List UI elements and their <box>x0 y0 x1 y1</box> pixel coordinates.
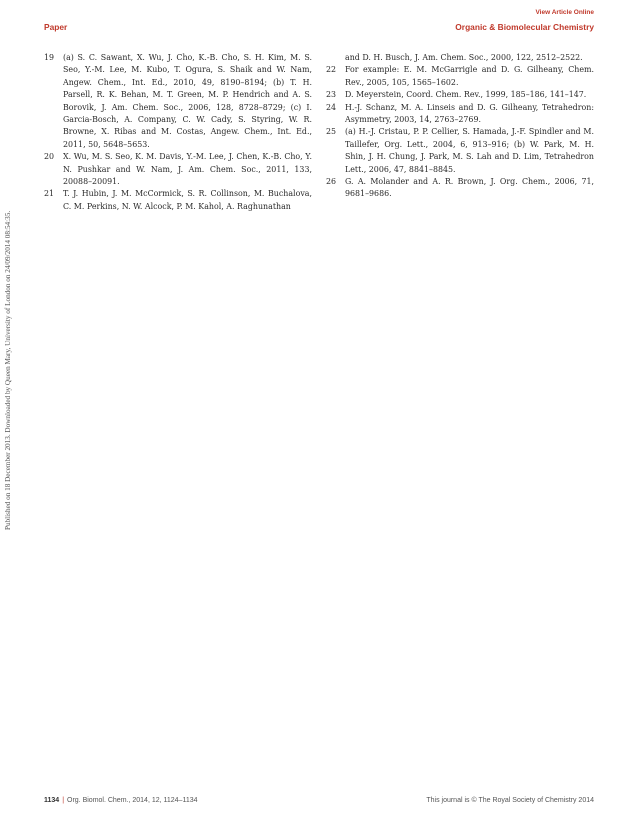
reference-continuation: and D. H. Busch, J. Am. Chem. Soc., 2000, 122, 2512–2522. <box>345 53 583 62</box>
reference-number: 19 <box>44 53 55 62</box>
reference-item <box>326 64 594 89</box>
reference-number: 23 <box>326 90 337 100</box>
reference-number: 24 <box>326 102 337 112</box>
references-right-column <box>326 52 594 201</box>
section-label: Paper <box>44 22 68 32</box>
reference-number: 25 <box>326 127 337 137</box>
reference-number: 26 <box>326 177 337 187</box>
copyright-notice: This journal is © The Royal Society of Chemistry 2014 <box>426 797 594 804</box>
reference-number: 22 <box>326 65 337 75</box>
reference-number: 21 <box>44 189 55 199</box>
reference-text: (a) S. C. Sawant, X. Wu, J. Cho, K.-B. Cho, S. H. Kim, M. S. Seo, Y.-M. Lee, M. Kubo, T. Ogura, S. Shaik and W. Nam, Angew. Chem., Int. Ed., 2010, 49, 8190–8194; (b) T. H. Parsell, R. K. Behan, M. T. Green, M. P. Hendrich and A. S. Borovik, J. Am. Chem. Soc., 2006, 128, 8728–8729; (c) I. Garcia-Bosch, A. Company, C. W. Cady, S. Styring, W. R. Browne, X. Ribas and M. Costas, Angew. Chem., Int. Ed., 2011, 50, 5648–5653. <box>63 53 312 149</box>
download-notice: Published on 18 December 2013. Downloaded by Queen Mary, University of London on 24/09/2014 08:54:35. <box>4 210 12 530</box>
reference-item <box>326 89 594 101</box>
reference-text: For example: E. M. McGarrigle and D. G. Gilheany, Chem. Rev., 2005, 105, 1565–1602. <box>345 65 594 87</box>
reference-text: D. Meyerstein, Coord. Chem. Rev., 1999, 185–186, 141–147. <box>345 90 587 100</box>
page-footer <box>44 797 594 804</box>
reference-item <box>326 102 594 127</box>
journal-title: Organic & Biomolecular Chemistry <box>455 22 594 32</box>
reference-item <box>44 52 312 151</box>
reference-item <box>44 151 312 188</box>
reference-text: G. A. Molander and A. R. Brown, J. Org. Chem., 2006, 71, 9681–9686. <box>345 177 594 199</box>
reference-text: X. Wu, M. S. Seo, K. M. Davis, Y.-M. Lee, J. Chen, K.-B. Cho, Y. N. Pushkar and W. Nam, J. Am. Chem. Soc., 2011, 133, 20088–20091. <box>63 152 312 187</box>
footer-separator: | <box>62 797 65 804</box>
reference-item <box>326 176 594 201</box>
reference-item <box>44 188 312 213</box>
reference-text: H.-J. Schanz, M. A. Linseis and D. G. Gilheany, Tetrahedron: Asymmetry, 2003, 14, 2763–2769. <box>345 102 594 125</box>
reference-text: T. J. Hubin, J. M. McCormick, S. R. Collinson, M. Buchalova, C. M. Perkins, N. W. Alcock, P. M. Kahol, A. Raghunathan <box>63 189 312 211</box>
reference-text: (a) H.-J. Cristau, P. P. Cellier, S. Hamada, J.-F. Spindler and M. Taillefer, Org. Lett., 2004, 6, 913–916; (b) W. Park, M. H. Shin, J. H. Chung, J. Park, M. S. Lah and D. Lim, Tetrahedron Lett., 2006, 47, 8841–8845. <box>345 127 594 174</box>
citation: Org. Biomol. Chem., 2014, 12, 1124–1134 <box>67 797 198 804</box>
footer-citation-block <box>44 797 198 804</box>
reference-number: 20 <box>44 152 55 162</box>
page-number: 1134 <box>44 797 60 804</box>
view-article-online-link[interactable]: View Article Online <box>535 9 594 16</box>
references-left-column <box>44 52 312 213</box>
reference-item <box>326 126 594 176</box>
